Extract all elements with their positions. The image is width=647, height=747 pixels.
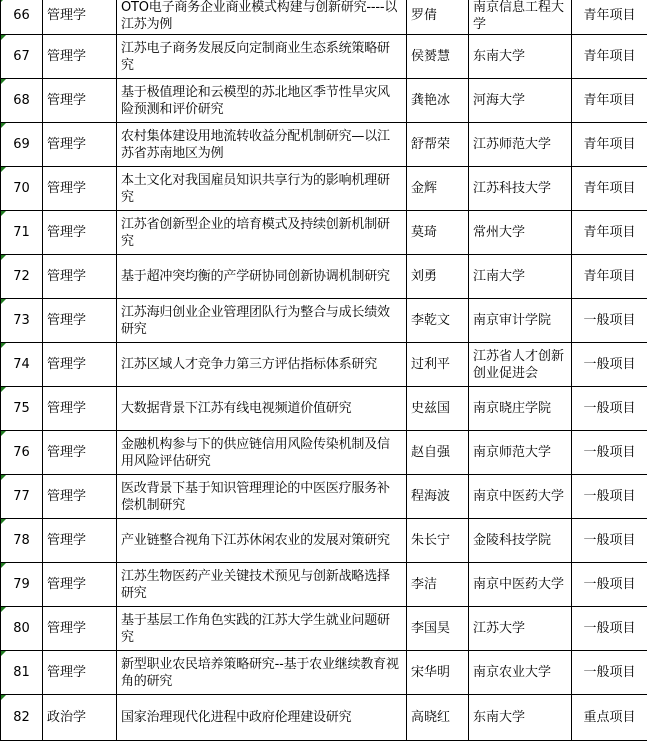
project-leader-cell: 程海波: [407, 475, 469, 519]
project-type-cell: 一般项目: [572, 607, 647, 651]
affiliation-cell: 南京师范大学: [469, 431, 572, 475]
project-leader-cell: 刘勇: [407, 255, 469, 299]
project-leader-cell: 过利平: [407, 343, 469, 387]
row-number-cell: 68: [1, 79, 43, 123]
subject-category-cell: 管理学: [43, 343, 117, 387]
table-row: [1, 343, 647, 387]
project-leader-cell: 李国昊: [407, 607, 469, 651]
affiliation-cell: 南京晓庄学院: [469, 387, 572, 431]
table-row: [1, 79, 647, 123]
project-title-cell: 国家治理现代化进程中政府伦理建设研究: [117, 695, 407, 741]
subject-category-cell: 管理学: [43, 387, 117, 431]
project-leader-cell: 龚艳冰: [407, 79, 469, 123]
table-row: [1, 387, 647, 431]
project-type-cell: 青年项目: [572, 211, 647, 255]
project-leader-cell: 莫琦: [407, 211, 469, 255]
project-title-cell: OTO电子商务企业商业模式构建与创新研究----以江苏为例: [117, 0, 407, 35]
affiliation-cell: 南京信息工程大学: [469, 0, 572, 35]
project-type-cell: 一般项目: [572, 519, 647, 563]
project-title-cell: 医改背景下基于知识管理理论的中医医疗服务补偿机制研究: [117, 475, 407, 519]
row-number-cell: 76: [1, 431, 43, 475]
project-leader-cell: 史兹国: [407, 387, 469, 431]
project-leader-cell: 李洁: [407, 563, 469, 607]
project-title-cell: 农村集体建设用地流转收益分配机制研究—以江苏省苏南地区为例: [117, 123, 407, 167]
table-row: [1, 607, 647, 651]
subject-category-cell: 管理学: [43, 299, 117, 343]
project-type-cell: 青年项目: [572, 79, 647, 123]
project-type-cell: 一般项目: [572, 475, 647, 519]
project-leader-cell: 赵自强: [407, 431, 469, 475]
project-type-cell: 青年项目: [572, 123, 647, 167]
project-leader-cell: 李乾文: [407, 299, 469, 343]
affiliation-cell: 南京审计学院: [469, 299, 572, 343]
project-leader-cell: 朱长宁: [407, 519, 469, 563]
row-number-cell: 66: [1, 0, 43, 35]
row-number-cell: 67: [1, 35, 43, 79]
row-number-cell: 78: [1, 519, 43, 563]
subject-category-cell: 管理学: [43, 211, 117, 255]
subject-category-cell: 管理学: [43, 607, 117, 651]
affiliation-cell: 东南大学: [469, 695, 572, 741]
project-leader-cell: 金辉: [407, 167, 469, 211]
subject-category-cell: 管理学: [43, 475, 117, 519]
row-number-cell: 70: [1, 167, 43, 211]
subject-category-cell: 政治学: [43, 695, 117, 741]
table-row: [1, 211, 647, 255]
table-row: [1, 563, 647, 607]
subject-category-cell: 管理学: [43, 79, 117, 123]
affiliation-cell: 江苏师范大学: [469, 123, 572, 167]
project-type-cell: 一般项目: [572, 343, 647, 387]
table-row: [1, 695, 647, 741]
affiliation-cell: 金陵科技学院: [469, 519, 572, 563]
project-type-cell: 一般项目: [572, 387, 647, 431]
row-number-cell: 81: [1, 651, 43, 695]
subject-category-cell: 管理学: [43, 431, 117, 475]
project-leader-cell: 舒帮荣: [407, 123, 469, 167]
affiliation-cell: 常州大学: [469, 211, 572, 255]
row-number-cell: 69: [1, 123, 43, 167]
project-leader-cell: 高晓红: [407, 695, 469, 741]
affiliation-cell: 东南大学: [469, 35, 572, 79]
project-leader-cell: 宋华明: [407, 651, 469, 695]
subject-category-cell: 管理学: [43, 123, 117, 167]
project-title-cell: 江苏省创新型企业的培育模式及持续创新机制研究: [117, 211, 407, 255]
affiliation-cell: 河海大学: [469, 79, 572, 123]
table-row: [1, 255, 647, 299]
project-title-cell: 新型职业农民培养策略研究--基于农业继续教育视角的研究: [117, 651, 407, 695]
subject-category-cell: 管理学: [43, 563, 117, 607]
subject-category-cell: 管理学: [43, 255, 117, 299]
project-title-cell: 大数据背景下江苏有线电视频道价值研究: [117, 387, 407, 431]
affiliation-cell: 南京中医药大学: [469, 563, 572, 607]
subject-category-cell: 管理学: [43, 167, 117, 211]
project-leader-cell: 罗倩: [407, 0, 469, 35]
project-type-cell: 一般项目: [572, 563, 647, 607]
row-number-cell: 77: [1, 475, 43, 519]
row-number-cell: 72: [1, 255, 43, 299]
table-row: [1, 475, 647, 519]
table-row: [1, 299, 647, 343]
project-title-cell: 金融机构参与下的供应链信用风险传染机制及信用风险评估研究: [117, 431, 407, 475]
project-type-cell: 青年项目: [572, 167, 647, 211]
project-type-cell: 一般项目: [572, 299, 647, 343]
affiliation-cell: 江南大学: [469, 255, 572, 299]
project-type-cell: 青年项目: [572, 0, 647, 35]
table-row: [1, 167, 647, 211]
subject-category-cell: 管理学: [43, 35, 117, 79]
row-number-cell: 80: [1, 607, 43, 651]
project-title-cell: 产业链整合视角下江苏休闲农业的发展对策研究: [117, 519, 407, 563]
affiliation-cell: 南京农业大学: [469, 651, 572, 695]
project-type-cell: 青年项目: [572, 255, 647, 299]
project-title-cell: 江苏区域人才竞争力第三方评估指标体系研究: [117, 343, 407, 387]
row-number-cell: 79: [1, 563, 43, 607]
table-body: [1, 0, 647, 741]
table-row: [1, 123, 647, 167]
row-number-cell: 71: [1, 211, 43, 255]
row-number-cell: 82: [1, 695, 43, 741]
project-leader-cell: 侯赟慧: [407, 35, 469, 79]
row-number-cell: 74: [1, 343, 43, 387]
table-row: [1, 35, 647, 79]
table-row: [1, 0, 647, 35]
subject-category-cell: 管理学: [43, 651, 117, 695]
project-type-cell: 一般项目: [572, 431, 647, 475]
table-row: [1, 431, 647, 475]
project-type-cell: 青年项目: [572, 35, 647, 79]
subject-category-cell: 管理学: [43, 519, 117, 563]
project-title-cell: 基于基层工作角色实践的江苏大学生就业问题研究: [117, 607, 407, 651]
project-title-cell: 基于超冲突均衡的产学研协同创新协调机制研究: [117, 255, 407, 299]
affiliation-cell: 江苏科技大学: [469, 167, 572, 211]
project-title-cell: 江苏电子商务发展反向定制商业生态系统策略研究: [117, 35, 407, 79]
table-row: [1, 651, 647, 695]
subject-category-cell: 管理学: [43, 0, 117, 35]
table-row: [1, 519, 647, 563]
project-title-cell: 基于极值理论和云模型的苏北地区季节性旱灾风险预测和评价研究: [117, 79, 407, 123]
project-title-cell: 本土文化对我国雇员知识共享行为的影响机理研究: [117, 167, 407, 211]
affiliation-cell: 江苏省人才创新创业促进会: [469, 343, 572, 387]
project-title-cell: 江苏生物医药产业关键技术预见与创新战略选择研究: [117, 563, 407, 607]
affiliation-cell: 南京中医药大学: [469, 475, 572, 519]
project-title-cell: 江苏海归创业企业管理团队行为整合与成长绩效研究: [117, 299, 407, 343]
affiliation-cell: 江苏大学: [469, 607, 572, 651]
project-type-cell: 一般项目: [572, 651, 647, 695]
row-number-cell: 75: [1, 387, 43, 431]
row-number-cell: 73: [1, 299, 43, 343]
project-type-cell: 重点项目: [572, 695, 647, 741]
